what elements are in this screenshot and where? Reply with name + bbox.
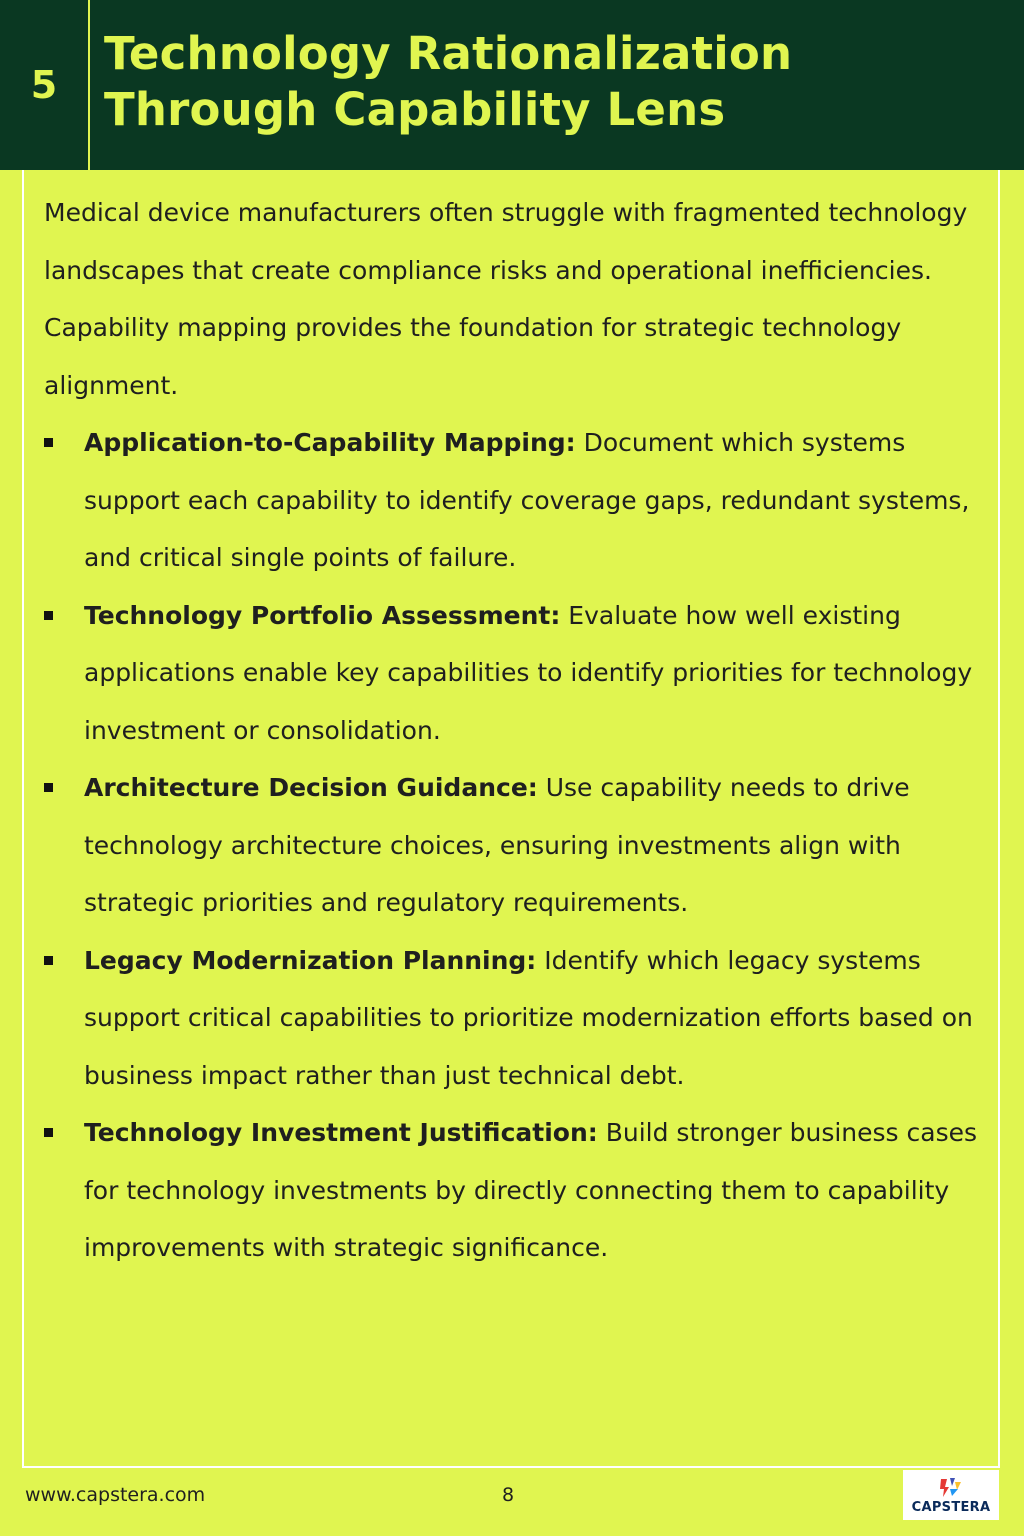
intro-paragraph: Medical device manufacturers often struggle with fragmented technology landscapes that create compliance risks and operational inefficiencies. Capability mapping provides the foundation for strategic technology alignment. — [44, 198, 968, 400]
bullet-text: Document which systems support each capability to identify coverage gaps, redundant systems, and critical single points of failure. — [84, 428, 970, 572]
content-body — [44, 184, 994, 1277]
bullet-text: Use capability needs to drive technology architecture choices, ensuring investments align with strategic priorities and regulatory requirements. — [84, 773, 910, 917]
logo-mark-icon — [938, 1475, 964, 1499]
square-bullet-icon — [44, 956, 53, 965]
square-bullet-icon — [44, 438, 53, 447]
bullet-text: Evaluate how well existing applications enable key capabilities to identify priorities for technology investment or consolidation. — [84, 600, 973, 745]
bullet-heading: Architecture Decision Guidance: — [84, 773, 538, 802]
bullet-heading: Application-to-Capability Mapping: — [84, 428, 576, 457]
logo-text: CAPSTERA — [911, 1500, 991, 1515]
bullet-heading: Legacy Modernization Planning: — [84, 945, 537, 975]
square-bullet-icon — [44, 1128, 53, 1137]
square-bullet-icon — [44, 611, 53, 620]
bullet-text: Build stronger business cases for technology investments by directly connecting them to capability improvements with strategic significance. — [84, 1118, 978, 1262]
list-item — [44, 1104, 994, 1277]
bullet-heading: Technology Portfolio Assessment: — [84, 600, 561, 630]
page-number: 8 — [502, 1484, 515, 1506]
list-item — [44, 587, 994, 760]
square-bullet-icon — [44, 783, 53, 792]
list-item — [44, 932, 994, 1105]
page-title: Technology Rationalization Through Capability Lens — [104, 27, 793, 136]
bullet-text: Identify which legacy systems support critical capabilities to prioritize modernization efforts based on business impact rather than just technical debt. — [84, 945, 973, 1090]
header-bar — [0, 0, 1024, 170]
bullet-heading: Technology Investment Justification: — [84, 1118, 598, 1147]
footer-website-link[interactable]: www.capstera.com — [25, 1484, 206, 1506]
list-item — [44, 759, 994, 932]
list-item — [44, 414, 994, 587]
capstera-logo — [903, 1470, 999, 1520]
bullet-list — [44, 414, 994, 1277]
section-number: 5 — [0, 0, 90, 170]
